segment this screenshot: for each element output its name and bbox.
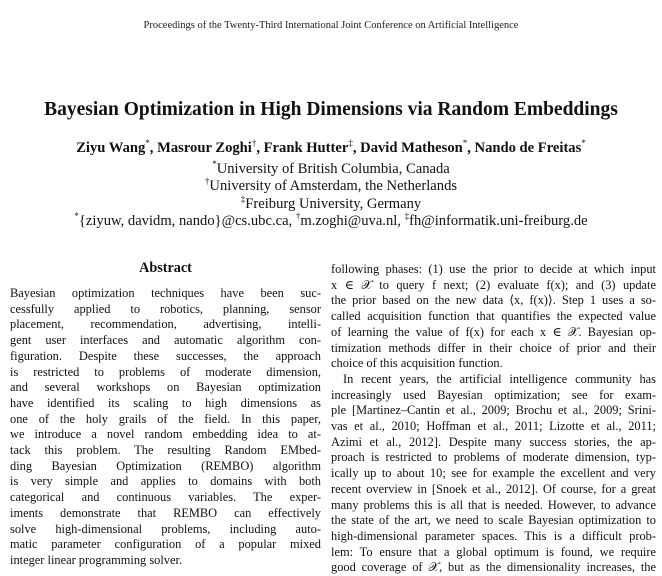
author-list	[0, 138, 662, 157]
paper-title: Bayesian Optimization in High Dimensions via Random Embeddings	[44, 99, 618, 120]
author-separator: ,	[256, 139, 264, 156]
author-separator: ,	[352, 139, 361, 156]
abstract-line: one of the holy grails of the field. In this paper,	[10, 411, 321, 426]
author-mark: †	[251, 138, 257, 148]
body-line: the state of the art, we need to scale Bayesian optimization to	[331, 513, 656, 528]
body-line: following phases: (1) use the prior to decide at which input	[331, 262, 656, 276]
abstract-body	[10, 286, 321, 569]
author-name: Frank Hutter	[263, 139, 349, 156]
body-line: many problems this is all that is needed. However, to advance	[331, 497, 656, 512]
abstract-line: and several workshops on Bayesian optimization	[10, 380, 321, 395]
abstract-line: gent user interfaces and automatic algorithm con-	[10, 333, 321, 348]
body-line: choice of this acquisition function.	[331, 356, 503, 371]
abstract-heading: Abstract	[139, 260, 192, 276]
body-line: ically up to about 10; see for example the excellent and very	[331, 466, 656, 481]
abstract-line: ding Bayesian Optimization (REMBO) algorithm	[10, 458, 321, 473]
email-mark: †	[295, 211, 301, 221]
body-line: called acquisition function that quantifies the expected value	[331, 309, 656, 324]
affiliation-uva	[0, 176, 662, 195]
body-line: vas et al., 2010; Hoffman et al., 2011; Lizotte et al., 2011;	[331, 419, 656, 434]
author-emails	[0, 211, 662, 230]
abstract-line: is very simple and applies to domains with both	[10, 474, 321, 489]
affiliation-mark: †	[204, 176, 210, 186]
author-mark: *	[581, 138, 586, 148]
author-separator: ,	[467, 139, 475, 156]
affiliation-mark: *	[212, 159, 217, 169]
author-name: Masrour Zoghi	[157, 139, 252, 156]
body-line: Azimi et al., 2012]. Despite many success stories, the ap-	[331, 434, 656, 449]
body-line: good coverage of 𝒳, but as the dimensionality increases, the	[331, 560, 656, 575]
author-separator: ,	[149, 139, 158, 156]
body-line: lem: To ensure that a global optimum is found, we require	[331, 544, 656, 559]
affiliation-text: Freiburg University, Germany	[245, 195, 422, 212]
abstract-line: placement, recommendation, advertising, intelli-	[10, 317, 321, 332]
abstract-line: cessfully applied to robotics, planning, sensor	[10, 301, 321, 316]
abstract-line: figuration. Despite these successes, the approach	[10, 348, 321, 363]
abstract-line: we introduce a novel random embedding idea to at-	[10, 427, 321, 442]
email-mark: *	[74, 211, 79, 221]
body-line: In recent years, the artificial intelligence community has	[343, 371, 656, 386]
email-mark: ‡	[404, 211, 410, 221]
affiliation-mark: ‡	[240, 194, 246, 204]
author-name: Ziyu Wang	[76, 139, 146, 156]
body-line: timization methods differ in their choice of prior and their	[331, 340, 656, 355]
body-line: proach is restricted to problems of moderate dimension, typ-	[331, 450, 656, 465]
author-mark: *	[462, 138, 468, 148]
email-text: {ziyuw, davidm, nando}@cs.ubc.ca,	[78, 212, 296, 229]
abstract-line: is restricted to problems of moderate dimension,	[10, 364, 321, 379]
body-line: recent overview in [Snoek et al., 2012]. Of course, for a great	[331, 481, 656, 496]
author-name: David Matheson	[360, 139, 463, 156]
email-text: fh@informatik.uni-freiburg.de	[409, 212, 588, 229]
email-text: m.zoghi@uva.nl,	[300, 212, 405, 229]
body-line: the prior based on the new data ⟨x, f(x)⟩. Step 1 uses a so-	[331, 293, 656, 308]
right-column-body	[331, 262, 656, 576]
body-line: of learning the value of f(x) for each x ∈ 𝒳. Bayesian op-	[331, 324, 656, 339]
abstract-line: Bayesian optimization techniques have been suc-	[10, 286, 321, 300]
body-line: high-dimensional parameter spaces. This is a difficult prob-	[331, 528, 656, 543]
abstract-line: matic parameter configuration of a popular mixed	[10, 537, 321, 552]
proceedings-header: Proceedings of the Twenty-Third International Joint Conference on Artificial Intelligence	[143, 20, 519, 31]
body-line: x ∈ 𝒳 to query f next; (2) evaluate f(x); and (3) update	[331, 277, 656, 292]
affiliation-text: University of Amsterdam, the Netherlands	[209, 177, 458, 194]
abstract-line: solve high-dimensional problems, including auto-	[10, 521, 321, 536]
author-name: Nando de Freitas	[474, 139, 582, 156]
abstract-line: tack this problem. The resulting Random EMbed-	[10, 443, 321, 458]
affiliation-text: University of British Columbia, Canada	[216, 160, 450, 177]
abstract-line: integer linear programming solver.	[10, 552, 183, 567]
abstract-line: categorical and continuous variables. The exper-	[10, 490, 321, 505]
body-line: increasingly used Bayesian optimization; see for exam-	[331, 387, 656, 402]
author-mark: *	[145, 138, 150, 148]
author-mark: ‡	[348, 138, 353, 148]
abstract-line: iments demonstrate that REMBO can effectively	[10, 505, 321, 520]
body-line: ple [Martinez–Cantin et al., 2009; Brochu et al., 2009; Srini-	[331, 403, 656, 418]
abstract-line: have identified its scaling to high dimensions as	[10, 395, 321, 410]
